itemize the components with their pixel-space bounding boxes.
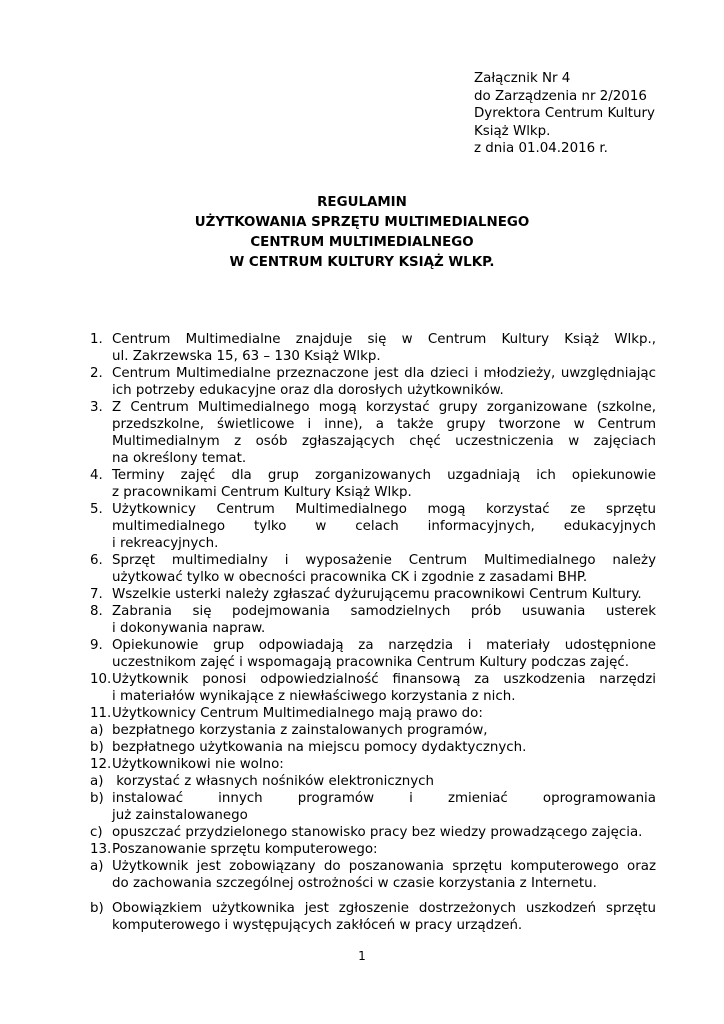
item-line: do zachowania szczególnej ostrożności w czasie korzystania z Internetu.	[112, 876, 597, 891]
item-line: Z Centrum Multimedialnego mogą korzystać grupy zorganizowane (szkolne,	[112, 400, 656, 415]
item-line: instalować innych programów i zmieniać oprogramowania	[112, 791, 656, 806]
item-number: 11.	[90, 706, 112, 721]
item-line: Użytkownicy Centrum Multimedialnego mogą korzystać ze sprzętu	[112, 502, 656, 517]
item-line: już zainstalowanego	[112, 808, 248, 823]
item-line: na określony temat.	[112, 451, 247, 466]
item-line: użytkować tylko w obecności pracownika CK i zgodnie z zasadami BHP.	[112, 570, 588, 585]
annex-line: do Zarządzenia nr 2/2016	[474, 88, 647, 104]
list-item	[90, 586, 656, 603]
item-letter: c)	[90, 825, 103, 840]
item-line: przedszkolne, świetlicowe i inne), a także grupy tworzone w Centrum	[112, 417, 656, 432]
item-number: 7.	[90, 587, 103, 602]
item-letter: a)	[90, 774, 104, 789]
list-item	[90, 399, 656, 467]
sub-list-item	[90, 773, 656, 790]
item-number: 3.	[90, 400, 103, 415]
item-line: Centrum Multimedialne znajduje się w Centrum Kultury Książ Wlkp.,	[112, 332, 656, 347]
item-line: z pracownikami Centrum Kultury Książ Wlkp.	[112, 485, 412, 500]
item-line: bezpłatnego korzystania z zainstalowanych programów,	[112, 723, 488, 738]
list-item	[90, 501, 656, 552]
item-line: Sprzęt multimedialny i wyposażenie Centrum Multimedialnego należy	[112, 553, 656, 568]
item-number: 1.	[90, 332, 103, 347]
list-item	[90, 841, 656, 858]
annex-line: Książ Wlkp.	[474, 123, 551, 139]
sub-list-item	[90, 722, 656, 739]
item-line: Wszelkie usterki należy zgłaszać dyżurującemu pracownikowi Centrum Kultury.	[112, 587, 642, 602]
title-line: REGULAMIN	[317, 195, 407, 210]
item-line: ich potrzeby edukacyjne oraz dla dorosłych użytkowników.	[112, 383, 504, 398]
list-item	[90, 467, 656, 501]
page-number: 1	[358, 949, 366, 963]
item-letter: b)	[90, 901, 104, 916]
item-number: 9.	[90, 638, 103, 653]
item-number: 13.	[90, 842, 112, 857]
document-title	[0, 193, 724, 273]
item-letter: b)	[90, 791, 104, 806]
item-line: multimedialnego tylko w celach informacyjnych, edukacyjnych	[112, 519, 656, 534]
annex-line: z dnia 01.04.2016 r.	[474, 141, 608, 157]
regulation-list	[90, 331, 656, 934]
item-line: ul. Zakrzewska 15, 63 – 130 Książ Wlkp.	[112, 349, 381, 364]
item-line: opuszczać przydzielonego stanowisko pracy bez wiedzy prowadzącego zajęcia.	[112, 825, 643, 840]
item-line: bezpłatnego użytkowania na miejscu pomocy dydaktycznych.	[112, 740, 527, 755]
item-letter: a)	[90, 859, 104, 874]
item-line: korzystać z własnych nośników elektronicznych	[112, 774, 434, 789]
title-line: UŻYTKOWANIA SPRZĘTU MULTIMEDIALNEGO	[194, 215, 530, 230]
item-number: 8.	[90, 604, 103, 619]
item-line: Zabrania się podejmowania samodzielnych prób usuwania usterek	[112, 604, 656, 619]
item-line: i materiałów wynikające z niewłaściwego korzystania z nich.	[112, 689, 516, 704]
list-item	[90, 705, 656, 722]
annex-line: Dyrektora Centrum Kultury	[474, 106, 655, 122]
title-line: W CENTRUM KULTURY KSIĄŻ WLKP.	[229, 255, 495, 270]
item-number: 5.	[90, 502, 103, 517]
sub-list-item	[90, 739, 656, 756]
item-number: 6.	[90, 553, 103, 568]
list-item	[90, 637, 656, 671]
item-letter: b)	[90, 740, 104, 755]
list-item	[90, 671, 656, 705]
list-item	[90, 756, 656, 773]
item-line: Multimedialnym z osób zgłaszających chęć uczestniczenia w zajęciach	[112, 434, 656, 449]
sub-list-item	[90, 824, 656, 841]
item-number: 4.	[90, 468, 103, 483]
item-line: Użytkownikowi nie wolno:	[112, 757, 284, 772]
annex-line: Załącznik Nr 4	[474, 71, 571, 86]
item-line: Centrum Multimedialne przeznaczone jest dla dzieci i młodzieży, uwzględniając	[112, 366, 656, 381]
item-line: Poszanowanie sprzętu komputerowego:	[112, 842, 378, 857]
list-item	[90, 603, 656, 637]
item-line: Obowiązkiem użytkownika jest zgłoszenie dostrzeżonych uszkodzeń sprzętu	[112, 901, 656, 916]
item-line: Użytkownicy Centrum Multimedialnego mają prawo do:	[112, 706, 483, 721]
item-line: Użytkownik jest zobowiązany do poszanowania sprzętu komputerowego oraz	[112, 859, 656, 874]
list-item	[90, 331, 656, 365]
item-line: Terminy zajęć dla grup zorganizowanych uzgadniają ich opiekunowie	[112, 468, 656, 483]
item-line: Opiekunowie grup odpowiadają za narzędzia i materiały udostępnione	[112, 638, 656, 653]
sub-list-item	[90, 858, 656, 892]
item-number: 12.	[90, 757, 112, 772]
item-line: uczestnikom zajęć i wspomagają pracownika Centrum Kultury podczas zajęć.	[112, 655, 629, 670]
item-number: 10.	[90, 672, 112, 687]
item-line: Użytkownik ponosi odpowiedzialność finansową za uszkodzenia narzędzi	[112, 672, 656, 687]
item-line: komputerowego i występujących zakłóceń w pracy urządzeń.	[112, 918, 523, 933]
item-line: i dokonywania napraw.	[112, 621, 266, 636]
list-item	[90, 552, 656, 586]
item-letter: a)	[90, 723, 104, 738]
list-item	[90, 365, 656, 399]
title-line: CENTRUM MULTIMEDIALNEGO	[250, 235, 474, 250]
sub-list-item	[90, 790, 656, 824]
annex-note	[474, 70, 714, 158]
sub-list-item	[90, 900, 656, 934]
item-line: i rekreacyjnych.	[112, 536, 219, 551]
item-number: 2.	[90, 366, 103, 381]
